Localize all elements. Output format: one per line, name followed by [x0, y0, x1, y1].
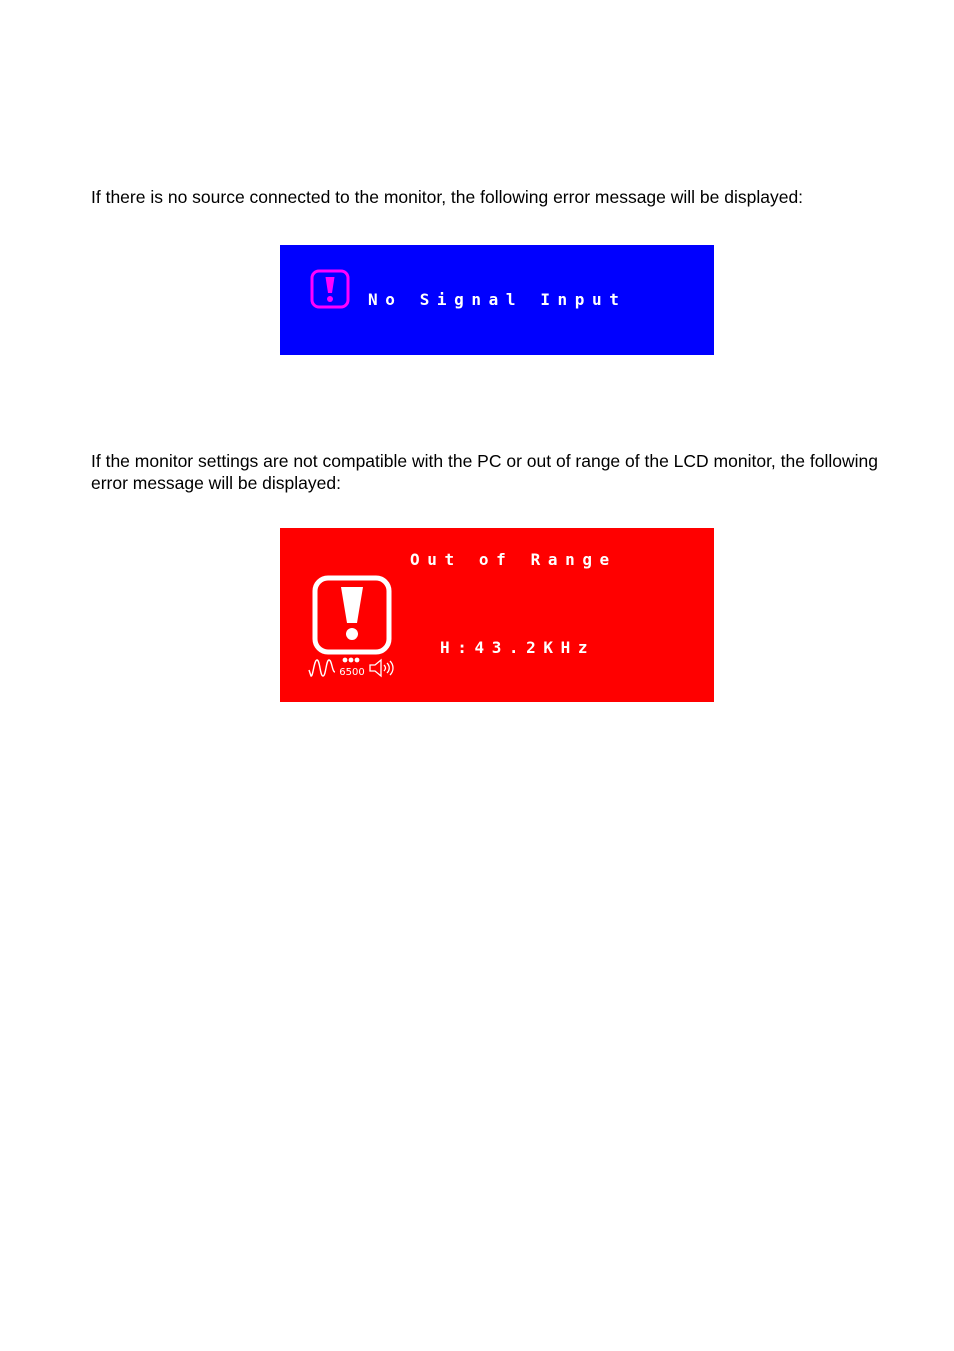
- no-signal-description: If there is no source connected to the monitor, the following error message will be displayed:: [91, 187, 804, 207]
- exclamation-icon: [310, 269, 350, 309]
- out-of-range-osd: [280, 528, 714, 789]
- wave-icon: [308, 658, 338, 678]
- status-icons: [308, 655, 398, 681]
- speaker-icon: [368, 658, 396, 678]
- out-of-range-description: If the monitor settings are not compatible with the PC or out of range of the LCD monitor, the following error message will be displayed:: [91, 451, 878, 493]
- no-signal-osd: [280, 245, 714, 355]
- max-resolution: Max:1024×768: [440, 770, 647, 789]
- color-temp-icon: [339, 655, 365, 679]
- out-of-range-title: Out of Range: [410, 550, 617, 569]
- exclamation-icon: [312, 575, 392, 655]
- color-temp-label: 6500: [339, 667, 365, 678]
- no-signal-message: No Signal Input: [368, 290, 627, 309]
- horizontal-frequency: H:43.2KHz: [440, 638, 596, 657]
- frequency-info: [440, 593, 647, 835]
- vertical-frequency: V:85.2Hz: [440, 704, 578, 723]
